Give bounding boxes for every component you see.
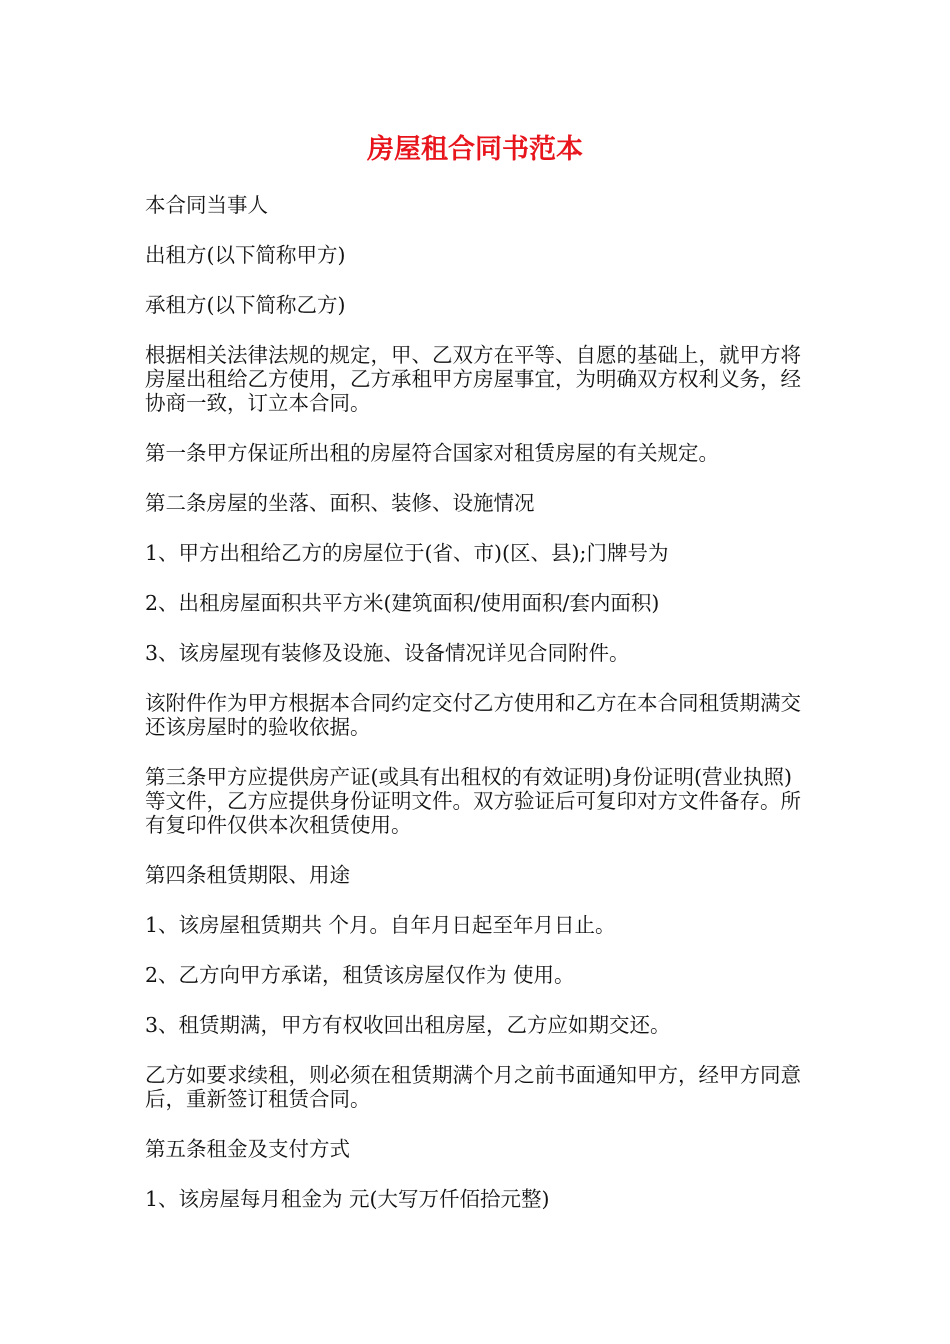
paragraph-renewal: 乙方如要求续租，则必须在租赁期满个月之前书面通知甲方，经甲方同意后，重新签订租赁合同。 <box>145 1063 801 1111</box>
paragraph-article-2-item-3: 3、该房屋现有装修及设施、设备情况详见合同附件。 <box>145 641 630 665</box>
paragraph-article-5: 第五条租金及支付方式 <box>145 1137 350 1161</box>
paragraph-attachment-note: 该附件作为甲方根据本合同约定交付乙方使用和乙方在本合同租赁期满交还该房屋时的验收依据。 <box>145 691 801 739</box>
paragraph-article-3: 第三条甲方应提供房产证(或具有出租权的有效证明)身份证明(营业执照)等文件，乙方应提供身份证明文件。双方验证后可复印对方文件备存。所有复印件仅供本次租赁使用。 <box>145 765 801 837</box>
paragraph-article-4-item-3: 3、租赁期满，甲方有权收回出租房屋，乙方应如期交还。 <box>145 1013 671 1037</box>
paragraph-article-4: 第四条租赁期限、用途 <box>145 863 350 887</box>
paragraph-article-4-item-1: 1、该房屋租赁期共 个月。自年月日起至年月日止。 <box>145 913 616 937</box>
paragraph-article-2-item-1: 1、甲方出租给乙方的房屋位于(省、市)(区、县);门牌号为 <box>145 541 669 565</box>
paragraph-preamble: 根据相关法律法规的规定，甲、乙双方在平等、自愿的基础上，就甲方将房屋出租给乙方使用，乙方承租甲方房屋事宜，为明确双方权利义务，经协商一致，订立本合同。 <box>145 343 801 415</box>
paragraph-lessee: 承租方(以下简称乙方) <box>145 293 346 317</box>
paragraph-article-2: 第二条房屋的坐落、面积、装修、设施情况 <box>145 491 535 515</box>
paragraph-article-5-item-1: 1、该房屋每月租金为 元(大写万仟佰拾元整) <box>145 1187 550 1211</box>
document-title: 房屋租合同书范本 <box>367 134 583 165</box>
paragraph-parties: 本合同当事人 <box>145 193 268 217</box>
document-body <box>145 193 810 1237</box>
paragraph-lessor: 出租方(以下简称甲方) <box>145 243 346 267</box>
paragraph-article-4-item-2: 2、乙方向甲方承诺，租赁该房屋仅作为 使用。 <box>145 963 575 987</box>
paragraph-article-1: 第一条甲方保证所出租的房屋符合国家对租赁房屋的有关规定。 <box>145 441 719 465</box>
paragraph-article-2-item-2: 2、出租房屋面积共平方米(建筑面积/使用面积/套内面积) <box>145 591 660 615</box>
